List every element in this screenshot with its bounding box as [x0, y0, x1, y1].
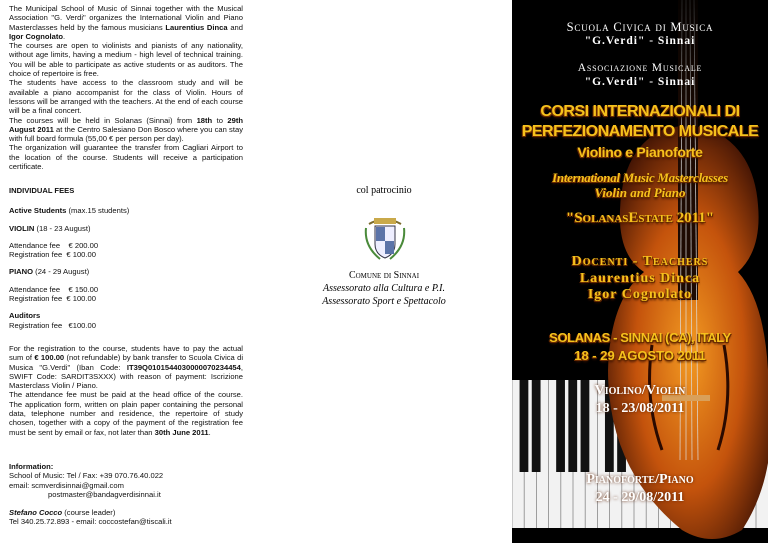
assessorato-cultura: Assessorato alla Cultura e P.I. — [322, 283, 446, 294]
violin-attendance-fee: Attendance fee € 200.00 — [9, 240, 99, 250]
violin-fees-title: VIOLIN (18 - 23 August) — [9, 223, 91, 233]
violin-course-dates: 18 - 23/08/2011 — [595, 401, 685, 416]
info-email[interactable]: email: scmverdisinnai@gmail.com — [9, 480, 124, 490]
intro-text: The Municipal School of Music of Sinnai together with the Musical Association "G. Verdi" organizes the International Violin and Piano Masterclasses held by the famous musicians Laurentius Dinca and Igor Cognolato. The courses are open to violinists and pianists of any nationality, without age limits, having a medium - high level of technical training. You will be able to participate as active students or as auditors. The choice of repertoire is free. The students have access to the classroom study and will be available a piano accompanist for the class of Violin. Hours of lessons will be arranged with the teachers. At the end of each course will be a final concert. The courses will be held in Solanas (Sinnai) from 18th to 29th August 2011 at the Centro Salesiano Don Bosco where you can stay with full board formula (55,00 € per person per day). The organization will guarantee the transfer from Cagliari Airport to the location of the course. Students will receive a participation certificate. — [9, 4, 244, 172]
school-name: Scuola Civica di Musica — [566, 20, 714, 34]
comune-name: Comune di Sinnai — [348, 270, 420, 281]
fees-heading: INDIVIDUAL FEES — [9, 186, 75, 195]
fees-section — [9, 186, 243, 330]
auditors-fee: Registration fee €100.00 — [9, 320, 96, 330]
info-heading: Information: — [9, 462, 54, 471]
active-students: Active Students (max.15 students) — [9, 206, 130, 216]
title-line-1: CORSI INTERNAZIONALI DI — [540, 103, 740, 120]
title-line-3: Violino e Pianoforte — [577, 144, 703, 160]
registration-text: For the registration to the course, students have to pay the actual sum of € 100.00 (not refundable) by bank transfer to Scuola Civica di Musica "G.Verdi" (Iban Code: IT39Q0101544030000070234454, SWIFT Code: SARDIT3SXXX) with reason of payment: Iscrizione Masterclass Violin / Piano. The attendance fee must be paid at the head office of the course. The application form, written on plain paper containing the personal data, telephone number and residence, the repertoire of study chosen, together with a copy of the payment of the registration fee must be sent by email or fax, not later than 30th June 2011. — [9, 344, 244, 437]
piano-attendance-fee: Attendance fee € 150.00 — [9, 284, 99, 294]
patronage-label: col patrocinio — [356, 185, 412, 196]
middle-panel — [256, 0, 512, 543]
information-section: Information: School of Music: Tel / Fax: +39 070.76.40.022 email: scmverdisinnai@gmail.com postmaster@bandagverdisinnai.it Stefano Cocco (course leader) Tel 340.25.72.893 - email: coccostefan@tiscali.it — [9, 462, 243, 527]
course-dates: 18 - 29 AGOSTO 2011 — [574, 348, 706, 363]
title-line-2: PERFEZIONAMENTO MUSICALE — [521, 123, 759, 140]
assessorato-sport: Assessorato Sport e Spettacolo — [322, 296, 446, 307]
event-name: "SolanasEstate 2011" — [565, 210, 715, 226]
piano-registration-fee: Registration fee € 100.00 — [9, 294, 96, 304]
piano-course-label: Pianoforte/Piano — [586, 472, 694, 487]
left-panel — [0, 0, 256, 543]
piano-fees-title: PIANO (24 - 29 August) — [9, 267, 90, 277]
auditors-title: Auditors — [9, 311, 41, 321]
teachers-heading: Docenti - Teachers — [571, 254, 709, 269]
contact-line: Tel 340.25.72.893 - email: coccostefan@tiscali.it — [9, 517, 172, 527]
comune-coat-of-arms-icon — [360, 212, 410, 262]
association-name: Associazione Musicale — [577, 62, 703, 74]
violin-registration-fee: Registration fee € 100.00 — [9, 250, 96, 260]
location: SOLANAS - SINNAI (CA), ITALY — [549, 330, 731, 345]
association-city: "G.Verdi" - Sinnai — [584, 76, 696, 88]
violin-course-label: Violino/Violin — [594, 383, 686, 398]
english-title-1: International Music Masterclasses — [552, 170, 728, 185]
piano-course-dates: 24 - 29/08/2011 — [595, 490, 685, 505]
teacher-2: Igor Cognolato — [587, 287, 693, 302]
right-panel-poster — [512, 0, 768, 543]
info-phone: School of Music: Tel / Fax: +39 070.76.40.022 — [9, 471, 164, 481]
school-city: "G.Verdi" - Sinnai — [584, 35, 696, 47]
info-email-2[interactable]: postmaster@bandagverdisinnai.it — [48, 489, 161, 499]
english-title-2: Violin and Piano — [594, 185, 686, 200]
teacher-1: Laurentius Dinca — [579, 271, 701, 286]
